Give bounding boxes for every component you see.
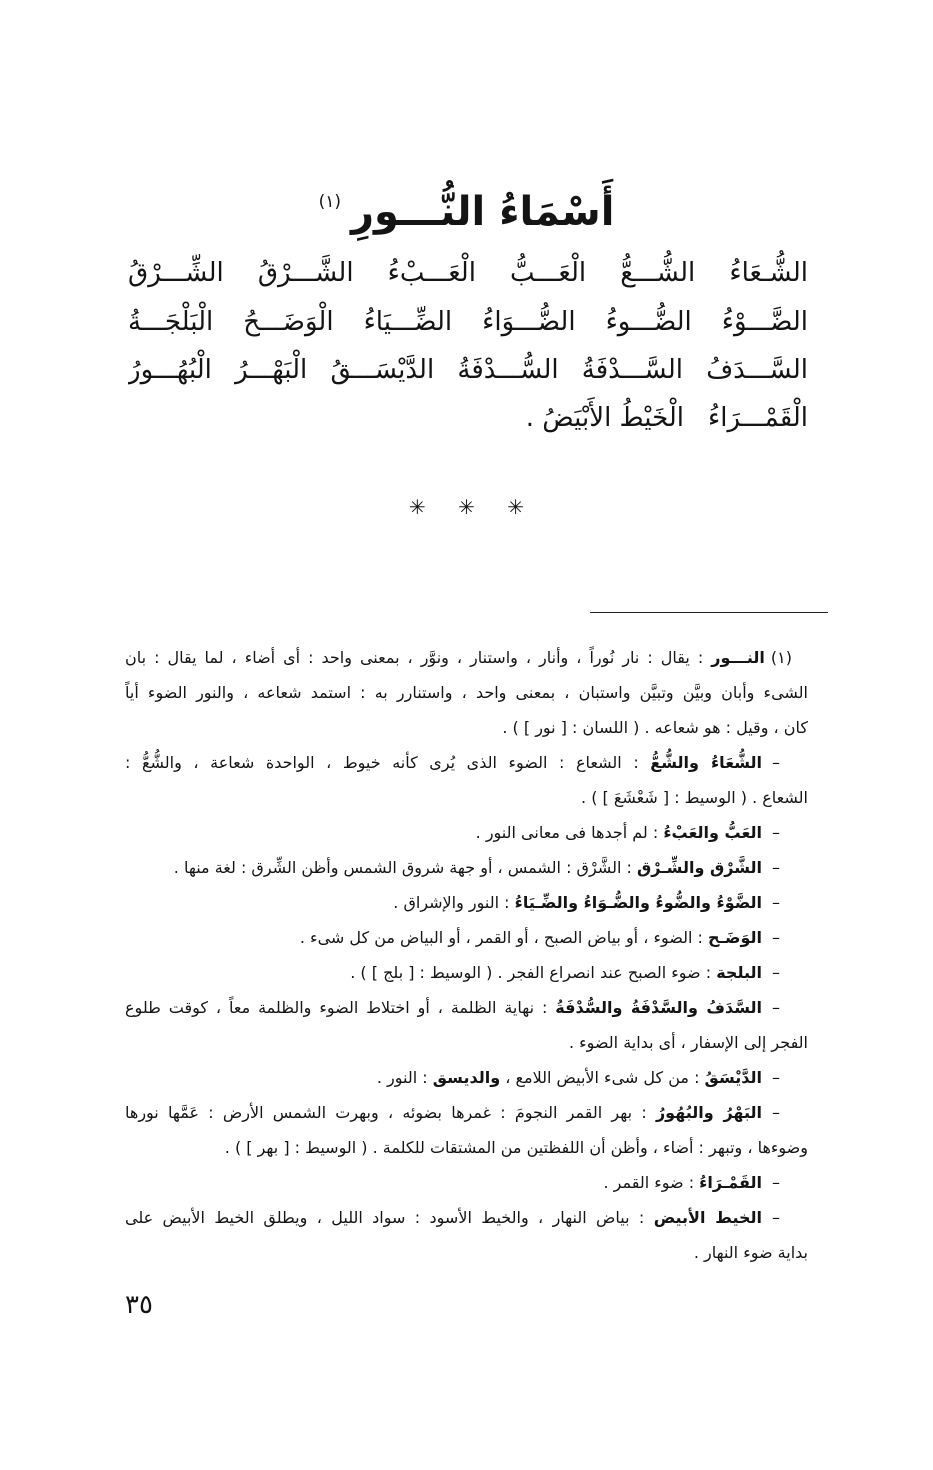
footnote-headword: العَبُّ والعَبْءُ bbox=[663, 823, 762, 842]
footnote-headword: الشَّرْق والشِّـرْق bbox=[636, 858, 762, 877]
footnote-line bbox=[125, 815, 808, 850]
section-separator: ✳ ✳ ✳ bbox=[409, 495, 524, 519]
word-item: الْقَمْـــرَاءُ bbox=[708, 403, 808, 433]
footnote-dash: – bbox=[772, 823, 780, 842]
footnote-text: : الشعاع : الضوء الذى يُرى كأنه خيوط ، الواحدة شعاعة ، والشُّعُّ : bbox=[125, 753, 651, 772]
footnote-text: : ضوء الصبح عند انصراع الفجر . ( الوسيط : [ بلج ] ) . bbox=[350, 963, 717, 982]
footnote-headword: الضَّوْءُ والضُّوءُ والضُّـوَاءُ والضِّـيَاءُ bbox=[514, 893, 762, 912]
footnote-text: : النور والإشراق . bbox=[393, 893, 515, 912]
word-item: السَّـــدْفَةُ bbox=[581, 355, 684, 385]
word-item: الضَّـــوْءُ bbox=[721, 307, 808, 337]
footnote-headword: البَهْرُ والبُهُورُ bbox=[655, 1103, 762, 1122]
page-number: ٣٥ bbox=[125, 1290, 153, 1320]
footnote-headword: البلجة bbox=[716, 963, 762, 982]
footnote-line bbox=[125, 955, 808, 990]
footnote-text: وضوءها ، وتبهر : أضاء ، وأظن أن اللفظتين من المشتقات للكلمة . ( الوسيط : [ بهر ] ) . bbox=[224, 1138, 808, 1157]
word-item: السُّـــدْفَةُ bbox=[457, 355, 559, 385]
word-item: الْبَلْجَـــةُ bbox=[128, 307, 214, 337]
footnote-dash: – bbox=[772, 928, 780, 947]
footnote-line bbox=[125, 675, 808, 710]
word-item: الْبُهُـــورُ bbox=[128, 355, 212, 385]
footnote-headword: الشُّعَاءُ والشُّعُّ bbox=[650, 753, 762, 772]
footnote-text: : ضوء القمر . bbox=[603, 1173, 700, 1192]
footnote-text: : بهر القمر النجومَ : غمرها بضوئه ، وبهرت الشمس الأرض : عَمَّها نورها bbox=[125, 1103, 656, 1122]
word-item: الْبَهْـــرُ bbox=[235, 355, 308, 385]
word-row-4 bbox=[128, 394, 808, 442]
footnote-line bbox=[125, 1235, 808, 1270]
title-block bbox=[0, 184, 933, 240]
footnote-text: : الشَّرْق : الشمس ، أو جهة شروق الشمس وأظن الشِّرق : لغة منها . bbox=[173, 858, 637, 877]
footnote-line bbox=[125, 745, 808, 780]
footnote-marker: (١) bbox=[770, 648, 792, 667]
footnote-text: الفجر إلى الإسفار ، أى بداية الضوء . bbox=[568, 1033, 808, 1052]
footnote-rule bbox=[590, 612, 828, 613]
footnote-line bbox=[125, 780, 808, 815]
word-item: الضُّـــوَاءُ bbox=[482, 307, 576, 337]
footnote-headword: الخيط الأبيض bbox=[653, 1208, 762, 1227]
footnote-text: الشعاع . ( الوسيط : [ شَعْشَعَ ] ) . bbox=[581, 788, 808, 807]
word-row-1 bbox=[128, 249, 808, 297]
footnote-line bbox=[125, 710, 808, 745]
word-item: الشُّـعَاءُ bbox=[729, 258, 808, 288]
footnote-line bbox=[125, 1095, 808, 1130]
word-row-2 bbox=[128, 298, 808, 346]
footnote-dash: – bbox=[772, 1103, 780, 1122]
footnote-headword: الدَّيْسَقُ bbox=[704, 1068, 762, 1087]
footnote-text: : يقال : نار نُوراً ، وأنار ، واستنار ، ونوَّر ، بمعنى واحد : أى أضاء ، لما يقال : بان bbox=[125, 648, 712, 667]
footnote-dash: – bbox=[772, 963, 780, 982]
word-item: الشُّـــعُّ bbox=[620, 258, 696, 288]
footnote-line bbox=[125, 920, 808, 955]
footnote-dash: – bbox=[772, 1208, 780, 1227]
footnote-dash: – bbox=[772, 1173, 780, 1192]
title-footnote-ref: (١) bbox=[318, 192, 341, 212]
word-item: الشِّـــرْقُ bbox=[128, 258, 224, 288]
footnote-headword: السَّدَفُ والسَّدْفَةُ والسُّدْفَةُ bbox=[555, 998, 762, 1017]
footnote-line bbox=[125, 1060, 808, 1095]
page-title: أَسْمَاءُ النُّـــورِ bbox=[351, 189, 615, 235]
footnote-text: : من كل شىء الأبيض اللامع ، bbox=[500, 1068, 705, 1087]
footnote-text: : لم أجدها فى معانى النور . bbox=[475, 823, 664, 842]
footnote-text: الشىء وأبان وبيَّن وتبيَّن واستبان ، بمعنى واحد ، واستنارر به : استمد شعاعه ، والنور الضوء أياً bbox=[125, 683, 808, 702]
footnote-dash: – bbox=[772, 858, 780, 877]
word-row-3 bbox=[128, 346, 808, 394]
footnote-line bbox=[125, 990, 808, 1025]
footnote-headword: والديسق bbox=[432, 1068, 501, 1087]
footnote-headword: القَمْـرَاءُ bbox=[699, 1173, 762, 1192]
word-item: الْعَـــبْءُ bbox=[387, 258, 476, 288]
footnote-dash: – bbox=[772, 998, 780, 1017]
footnote-line bbox=[125, 640, 808, 675]
word-item: الضِّـــيَاءُ bbox=[363, 307, 453, 337]
footnote-dash: – bbox=[772, 1068, 780, 1087]
footnote-text: : نهاية الظلمة ، أو اختلاط الضوء والظلمة معاً ، كوقت طلوع bbox=[125, 998, 556, 1017]
word-item: الشَّـــرْقُ bbox=[257, 258, 354, 288]
footnote-headword: النـــور bbox=[711, 648, 765, 667]
footnote-line bbox=[125, 1025, 808, 1060]
footnote-text: كان ، وقيل : هو شعاعه . ( اللسان : [ نور ] ) . bbox=[502, 718, 808, 737]
word-item: الْخَيْطُ الأَبْيَضُ . bbox=[525, 403, 685, 433]
footnote-dash: – bbox=[772, 753, 780, 772]
footnote-text: : الضوء ، أو بياض الصبح ، أو القمر ، أو البياض من كل شىء . bbox=[299, 928, 709, 947]
footnote-line bbox=[125, 1165, 808, 1200]
footnote-line bbox=[125, 1130, 808, 1165]
word-item: الْعَـــبُّ bbox=[510, 258, 587, 288]
footnote-line bbox=[125, 885, 808, 920]
footnote-text: بداية ضوء النهار . bbox=[693, 1243, 808, 1262]
word-item: الضُّـــوءُ bbox=[605, 307, 692, 337]
word-item: السَّـــدَفُ bbox=[706, 355, 808, 385]
footnote-text: : بياض النهار ، والخيط الأسود : سواد الليل ، ويطلق الخيط الأبيض على bbox=[125, 1208, 654, 1227]
footnote-line bbox=[125, 1200, 808, 1235]
word-item: الْوَضَـــحُ bbox=[243, 307, 334, 337]
footnote-text: : النور . bbox=[376, 1068, 433, 1087]
footnote-headword: الوَضَـح bbox=[708, 928, 762, 947]
footnote-line bbox=[125, 850, 808, 885]
word-item: الدَّيْسَـــقُ bbox=[330, 355, 435, 385]
footnote-dash: – bbox=[772, 893, 780, 912]
